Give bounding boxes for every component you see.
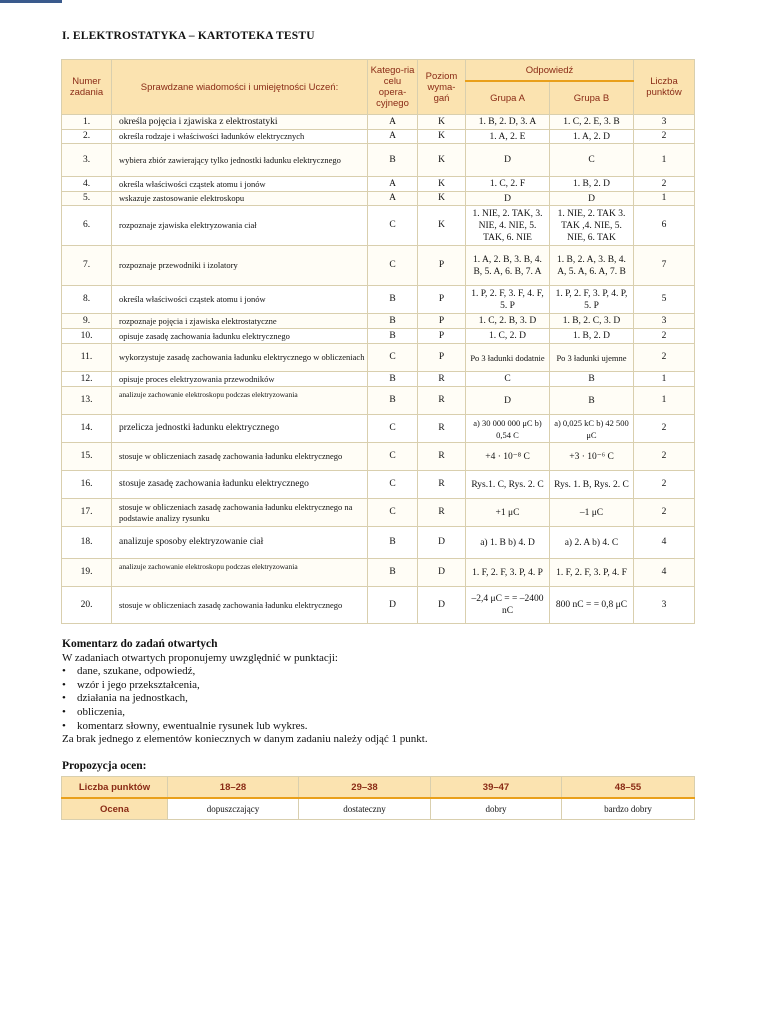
header-number: Numer zadania	[62, 60, 112, 115]
points-cell: 2	[634, 499, 695, 527]
points-cell: 2	[634, 344, 695, 372]
level-cell: R	[418, 372, 466, 387]
list-item: • działania na jednostkach,	[62, 692, 702, 706]
table-row	[62, 527, 695, 559]
points-cell: 4	[634, 559, 695, 587]
grades-value-row	[62, 798, 695, 820]
comment-title: Komentarz do zadań otwartych	[62, 638, 218, 650]
group-a-answer: a) 1. B b) 4. D	[466, 527, 550, 559]
points-cell: 1	[634, 387, 695, 415]
table-row	[62, 344, 695, 372]
category-cell: C	[368, 443, 418, 471]
task-number: 18.	[62, 527, 112, 559]
task-number: 8.	[62, 286, 112, 314]
grade-label: Ocena	[62, 798, 168, 820]
group-b-answer: a) 0,025 kC b) 42 500 μC	[550, 415, 634, 443]
level-cell: K	[418, 192, 466, 206]
page-title: I. ELEKTROSTATYKA – KARTOTEKA TESTU	[62, 30, 315, 42]
table-row	[62, 177, 695, 192]
category-cell: B	[368, 329, 418, 344]
points-cell: 6	[634, 206, 695, 246]
skill-text: określa właściwości cząstek atomu i jonów	[112, 286, 368, 314]
group-b-answer: 1. C, 2. E, 3. B	[550, 115, 634, 130]
points-cell: 2	[634, 471, 695, 499]
table-row	[62, 192, 695, 206]
group-b-answer: 1. NIE, 2. TAK 3. TAK ,4. NIE, 5. NIE, 6. TAK	[550, 206, 634, 246]
comment-intro: W zadaniach otwartych proponujemy uwzględnić w punktacji:	[62, 651, 338, 664]
header-group-b: Grupa B	[550, 81, 634, 115]
table-row	[62, 587, 695, 624]
level-cell: R	[418, 415, 466, 443]
points-range: 29–38	[299, 777, 431, 799]
skill-text: określa właściwości cząstek atomu i jonów	[112, 177, 368, 192]
group-a-answer: 1. C, 2. D	[466, 329, 550, 344]
category-cell: C	[368, 471, 418, 499]
group-b-answer: B	[550, 372, 634, 387]
skill-text: analizuje zachowanie elektroskopu podczas elektryzowania	[112, 387, 368, 415]
grades-points-row	[62, 777, 695, 799]
task-number: 19.	[62, 559, 112, 587]
group-b-answer: Rys. 1. B, Rys. 2. C	[550, 471, 634, 499]
skill-text: analizuje sposoby elektryzowanie ciał	[112, 527, 368, 559]
skill-text: opisuje proces elektryzowania przewodników	[112, 372, 368, 387]
points-cell: 3	[634, 587, 695, 624]
header-points: Liczba punktów	[634, 60, 695, 115]
table-row	[62, 499, 695, 527]
group-b-answer: 1. P, 2. F, 3. P, 4. P, 5. P	[550, 286, 634, 314]
table-row	[62, 206, 695, 246]
group-b-answer: 1. B, 2. C, 3. D	[550, 314, 634, 329]
level-cell: K	[418, 144, 466, 177]
list-item: • obliczenia,	[62, 706, 702, 720]
skill-text: stosuje w obliczeniach zasadę zachowania ładunku elektrycznego	[112, 443, 368, 471]
category-cell: A	[368, 115, 418, 130]
level-cell: P	[418, 329, 466, 344]
skill-text: przelicza jednostki ładunku elektrycznego	[112, 415, 368, 443]
skill-text: określa pojęcia i zjawiska z elektrostatyki	[112, 115, 368, 130]
category-cell: B	[368, 144, 418, 177]
list-item: • dane, szukane, odpowiedź,	[62, 665, 702, 679]
task-number: 14.	[62, 415, 112, 443]
group-a-answer: 1. A, 2. E	[466, 130, 550, 144]
group-a-answer: 1. B, 2. D, 3. A	[466, 115, 550, 130]
skill-text: wskazuje zastosowanie elektroskopu	[112, 192, 368, 206]
page-corner-tab	[0, 0, 62, 3]
group-a-answer: D	[466, 192, 550, 206]
task-number: 10.	[62, 329, 112, 344]
table-row	[62, 372, 695, 387]
group-b-answer: 1. A, 2. D	[550, 130, 634, 144]
skill-text: stosuje zasadę zachowania ładunku elektrycznego	[112, 471, 368, 499]
skill-text: rozpoznaje przewodniki i izolatory	[112, 246, 368, 286]
group-a-answer: C	[466, 372, 550, 387]
skill-text: stosuje w obliczeniach zasadę zachowania ładunku elektrycznego	[112, 587, 368, 624]
table-row	[62, 559, 695, 587]
group-a-answer: D	[466, 387, 550, 415]
header-group-a: Grupa A	[466, 81, 550, 115]
header-skills: Sprawdzane wiadomości i umiejętności Uczeń:	[112, 60, 368, 115]
group-b-answer: +3 · 10⁻⁶ C	[550, 443, 634, 471]
task-number: 13.	[62, 387, 112, 415]
points-range: 39–47	[431, 777, 562, 799]
level-cell: K	[418, 177, 466, 192]
skill-text: określa rodzaje i właściwości ładunków elektrycznych	[112, 130, 368, 144]
group-b-answer: 1. F, 2. F, 3. P, 4. F	[550, 559, 634, 587]
level-cell: K	[418, 130, 466, 144]
open-questions-comment	[62, 638, 702, 747]
group-a-answer: +1 μC	[466, 499, 550, 527]
task-number: 12.	[62, 372, 112, 387]
group-b-answer: D	[550, 192, 634, 206]
grade-value: dobry	[431, 798, 562, 820]
points-cell: 2	[634, 329, 695, 344]
category-cell: B	[368, 527, 418, 559]
category-cell: C	[368, 499, 418, 527]
points-cell: 7	[634, 246, 695, 286]
task-number: 7.	[62, 246, 112, 286]
comment-footer: Za brak jednego z elementów koniecznych w danym zadaniu należy odjąć 1 punkt.	[62, 733, 428, 746]
category-cell: B	[368, 286, 418, 314]
points-cell: 1	[634, 192, 695, 206]
skill-text: rozpoznaje pojęcia i zjawiska elektrostatyczne	[112, 314, 368, 329]
level-cell: R	[418, 387, 466, 415]
group-b-answer: 1. B, 2. D	[550, 329, 634, 344]
group-b-answer: C	[550, 144, 634, 177]
table-row	[62, 387, 695, 415]
grades-table	[61, 776, 695, 820]
group-b-answer: 1. B, 2. A, 3. B, 4. A, 5. A, 6. A, 7. B	[550, 246, 634, 286]
group-b-answer: B	[550, 387, 634, 415]
skill-text: analizuje zachowanie elektroskopu podczas elektryzowania	[112, 559, 368, 587]
task-number: 1.	[62, 115, 112, 130]
header-category: Katego-ria celu opera-cyjnego	[368, 60, 418, 115]
group-a-answer: Po 3 ładunki dodatnie	[466, 344, 550, 372]
group-a-answer: a) 30 000 000 μC b) 0,54 C	[466, 415, 550, 443]
level-cell: P	[418, 344, 466, 372]
grade-value: dostateczny	[299, 798, 431, 820]
level-cell: D	[418, 587, 466, 624]
points-cell: 1	[634, 372, 695, 387]
group-a-answer: –2,4 μC = = –2400 nC	[466, 587, 550, 624]
table-row	[62, 115, 695, 130]
group-b-answer: 800 nC = = 0,8 μC	[550, 587, 634, 624]
task-number: 3.	[62, 144, 112, 177]
task-number: 11.	[62, 344, 112, 372]
level-cell: K	[418, 206, 466, 246]
header-level: Poziom wyma-gań	[418, 60, 466, 115]
skill-text: opisuje zasadę zachowania ładunku elektrycznego	[112, 329, 368, 344]
task-number: 15.	[62, 443, 112, 471]
group-b-answer: –1 μC	[550, 499, 634, 527]
group-a-answer: 1. C, 2. B, 3. D	[466, 314, 550, 329]
category-cell: A	[368, 130, 418, 144]
category-cell: A	[368, 192, 418, 206]
category-cell: B	[368, 314, 418, 329]
category-cell: B	[368, 559, 418, 587]
task-number: 17.	[62, 499, 112, 527]
skill-text: wybiera zbiór zawierający tylko jednostki ładunku elektrycznego	[112, 144, 368, 177]
task-number: 16.	[62, 471, 112, 499]
grade-value: dopuszczający	[168, 798, 299, 820]
level-cell: K	[418, 115, 466, 130]
points-cell: 3	[634, 115, 695, 130]
level-cell: R	[418, 499, 466, 527]
comment-list	[62, 665, 702, 733]
grade-value: bardzo dobry	[562, 798, 695, 820]
group-a-answer: 1. A, 2. B, 3. B, 4. B, 5. A, 6. B, 7. A	[466, 246, 550, 286]
list-item: • komentarz słowny, ewentualnie rysunek lub wykres.	[62, 720, 702, 734]
group-b-answer: a) 2. A b) 4. C	[550, 527, 634, 559]
task-number: 9.	[62, 314, 112, 329]
category-cell: C	[368, 246, 418, 286]
group-a-answer: D	[466, 144, 550, 177]
group-a-answer: Rys.1. C, Rys. 2. C	[466, 471, 550, 499]
level-cell: D	[418, 559, 466, 587]
header-answer: Odpowiedź	[466, 60, 634, 82]
group-a-answer: +4 · 10⁻⁸ C	[466, 443, 550, 471]
list-item: • wzór i jego przekształcenia,	[62, 679, 702, 693]
level-cell: P	[418, 286, 466, 314]
table-row	[62, 329, 695, 344]
points-cell: 2	[634, 415, 695, 443]
category-cell: C	[368, 344, 418, 372]
points-cell: 2	[634, 177, 695, 192]
level-cell: D	[418, 527, 466, 559]
points-cell: 5	[634, 286, 695, 314]
table-row	[62, 471, 695, 499]
points-cell: 2	[634, 443, 695, 471]
skill-text: rozpoznaje zjawiska elektryzowania ciał	[112, 206, 368, 246]
task-number: 5.	[62, 192, 112, 206]
group-a-answer: 1. P, 2. F, 3. F, 4. F, 5. P	[466, 286, 550, 314]
skill-text: wykorzystuje zasadę zachowania ładunku elektrycznego w obliczeniach	[112, 344, 368, 372]
category-cell: B	[368, 372, 418, 387]
grades-title: Propozycja ocen:	[62, 760, 147, 772]
table-row	[62, 144, 695, 177]
points-range: 48–55	[562, 777, 695, 799]
group-a-answer: 1. NIE, 2. TAK, 3. NIE, 4. NIE, 5. TAK, 6. NIE	[466, 206, 550, 246]
category-cell: C	[368, 415, 418, 443]
group-a-answer: 1. F, 2. F, 3. P, 4. P	[466, 559, 550, 587]
level-cell: R	[418, 471, 466, 499]
skill-text: stosuje w obliczeniach zasadę zachowania ładunku elektrycznego na podstawie analizy rysunku	[112, 499, 368, 527]
level-cell: P	[418, 246, 466, 286]
group-b-answer: Po 3 ładunki ujemne	[550, 344, 634, 372]
test-table	[61, 59, 695, 624]
table-row	[62, 286, 695, 314]
category-cell: C	[368, 206, 418, 246]
table-row	[62, 415, 695, 443]
task-number: 6.	[62, 206, 112, 246]
category-cell: A	[368, 177, 418, 192]
task-number: 20.	[62, 587, 112, 624]
table-row	[62, 443, 695, 471]
points-range: 18–28	[168, 777, 299, 799]
table-row	[62, 314, 695, 329]
level-cell: P	[418, 314, 466, 329]
level-cell: R	[418, 443, 466, 471]
group-a-answer: 1. C, 2. F	[466, 177, 550, 192]
category-cell: D	[368, 587, 418, 624]
points-cell: 2	[634, 130, 695, 144]
points-cell: 1	[634, 144, 695, 177]
table-row	[62, 246, 695, 286]
points-label: Liczba punktów	[62, 777, 168, 799]
points-cell: 3	[634, 314, 695, 329]
category-cell: B	[368, 387, 418, 415]
task-number: 4.	[62, 177, 112, 192]
task-number: 2.	[62, 130, 112, 144]
group-b-answer: 1. B, 2. D	[550, 177, 634, 192]
points-cell: 4	[634, 527, 695, 559]
table-row	[62, 130, 695, 144]
